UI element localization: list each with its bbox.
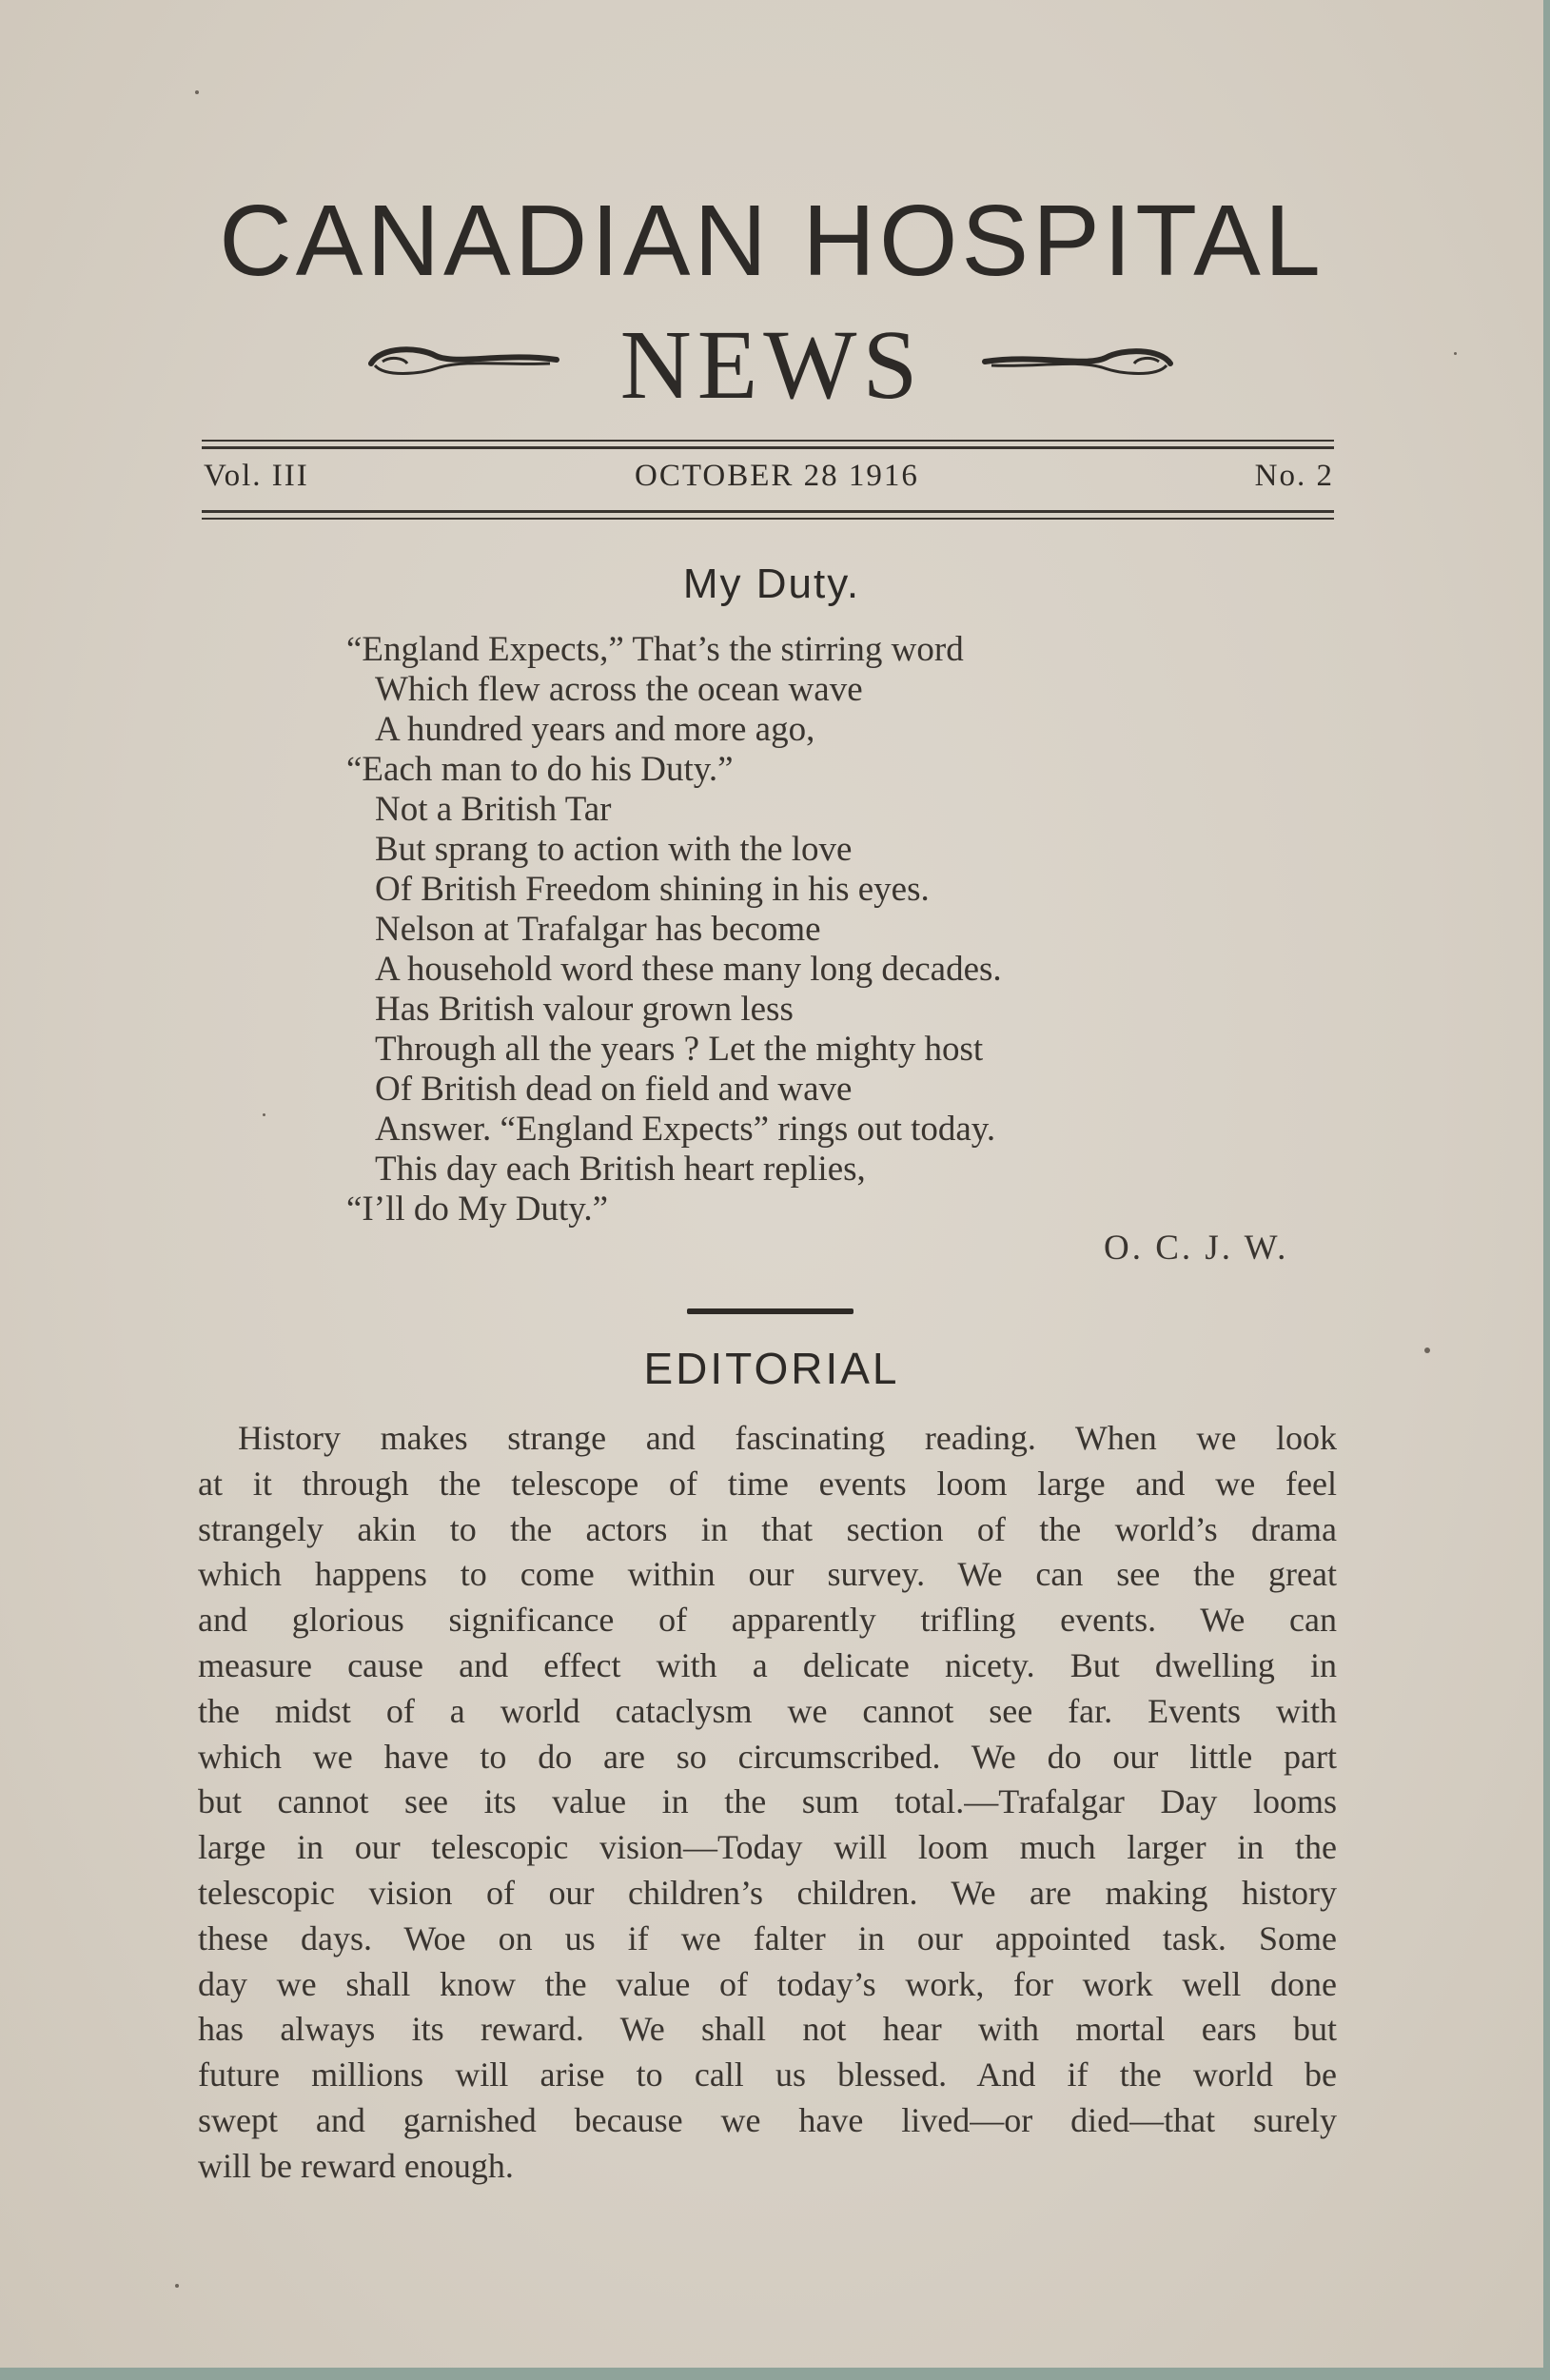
poem-line: A household word these many long decades. <box>375 950 1002 989</box>
issue-date: OCTOBER 28 1916 <box>635 459 919 493</box>
poem-line: Answer. “England Expects” rings out today. <box>375 1110 996 1149</box>
poem-line: “I’ll do My Duty.” <box>346 1190 609 1229</box>
poem-line: But sprang to action with the love <box>375 830 853 869</box>
poem-line: Nelson at Trafalgar has become <box>375 910 821 949</box>
editorial-line: History makes strange and fascinating reading. When we look <box>238 1419 1337 1457</box>
poem-line: This day each British heart replies, <box>375 1150 866 1189</box>
editorial-line: will be reward enough. <box>198 2146 514 2185</box>
editorial-line: large in our telescopic vision—Today will loom much larger in the <box>198 1828 1337 1867</box>
poem-line: “Each man to do his Duty.” <box>346 750 734 789</box>
poem-line: A hundred years and more ago, <box>375 710 815 749</box>
poem-line: Not a British Tar <box>375 790 612 829</box>
issue-number: No. 2 <box>1254 459 1334 493</box>
poem-title: My Duty. <box>682 561 861 607</box>
editorial-line: day we shall know the value of today’s work, for work well done <box>198 1964 1337 2003</box>
section-divider <box>687 1308 853 1314</box>
editorial-line: future millions will arise to call us blessed. And if the world be <box>198 2055 1337 2095</box>
editorial-line: strangely akin to the actors in that section of the world’s drama <box>198 1509 1337 1548</box>
poem-line: Through all the years ? Let the mighty host <box>375 1030 984 1069</box>
masthead-title: CANADIAN HOSPITAL <box>219 185 1324 297</box>
editorial-line: telescopic vision of our children’s children. We are making history <box>198 1873 1337 1912</box>
poem-line: “England Expects,” That’s the stirring word <box>346 630 964 669</box>
editorial-line: swept and garnished because we have lived—or died—that surely <box>198 2100 1337 2139</box>
poem-line: Which flew across the ocean wave <box>375 670 863 709</box>
volume-label: Vol. III <box>204 459 309 493</box>
editorial-line: at it through the telescope of time events loom large and we feel <box>198 1464 1337 1503</box>
editorial-line: which happens to come within our survey. We can see the great <box>198 1555 1337 1594</box>
header-double-rule-top <box>202 440 1334 449</box>
poem-line: Of British Freedom shining in his eyes. <box>375 870 930 909</box>
editorial-body <box>198 1416 1337 2190</box>
poem-line: Has British valour grown less <box>375 990 794 1029</box>
poem-signature: O. C. J. W. <box>1104 1229 1289 1268</box>
editorial-line: and glorious significance of apparently trifling events. We can <box>198 1601 1337 1640</box>
editorial-line: the midst of a world cataclysm we cannot see far. Events with <box>198 1691 1337 1730</box>
editorial-line: which we have to do are so circumscribed. We do our little part <box>198 1737 1337 1776</box>
editorial-line: these days. Woe on us if we falter in our appointed task. Some <box>198 1918 1337 1957</box>
editorial-title: EDITORIAL <box>643 1344 900 1393</box>
editorial-line: measure cause and effect with a delicate nicety. But dwelling in <box>198 1645 1337 1684</box>
header-double-rule-bottom <box>202 510 1334 520</box>
editorial-line: but cannot see its value in the sum total.—Trafalgar Day looms <box>198 1782 1337 1821</box>
poem-line: Of British dead on field and wave <box>375 1070 853 1109</box>
right-flourish-ornament <box>980 333 1180 390</box>
masthead-subtitle: NEWS <box>619 310 924 420</box>
editorial-line: has always its reward. We shall not hear with mortal ears but <box>198 2010 1337 2049</box>
poem-body <box>346 630 1298 1229</box>
